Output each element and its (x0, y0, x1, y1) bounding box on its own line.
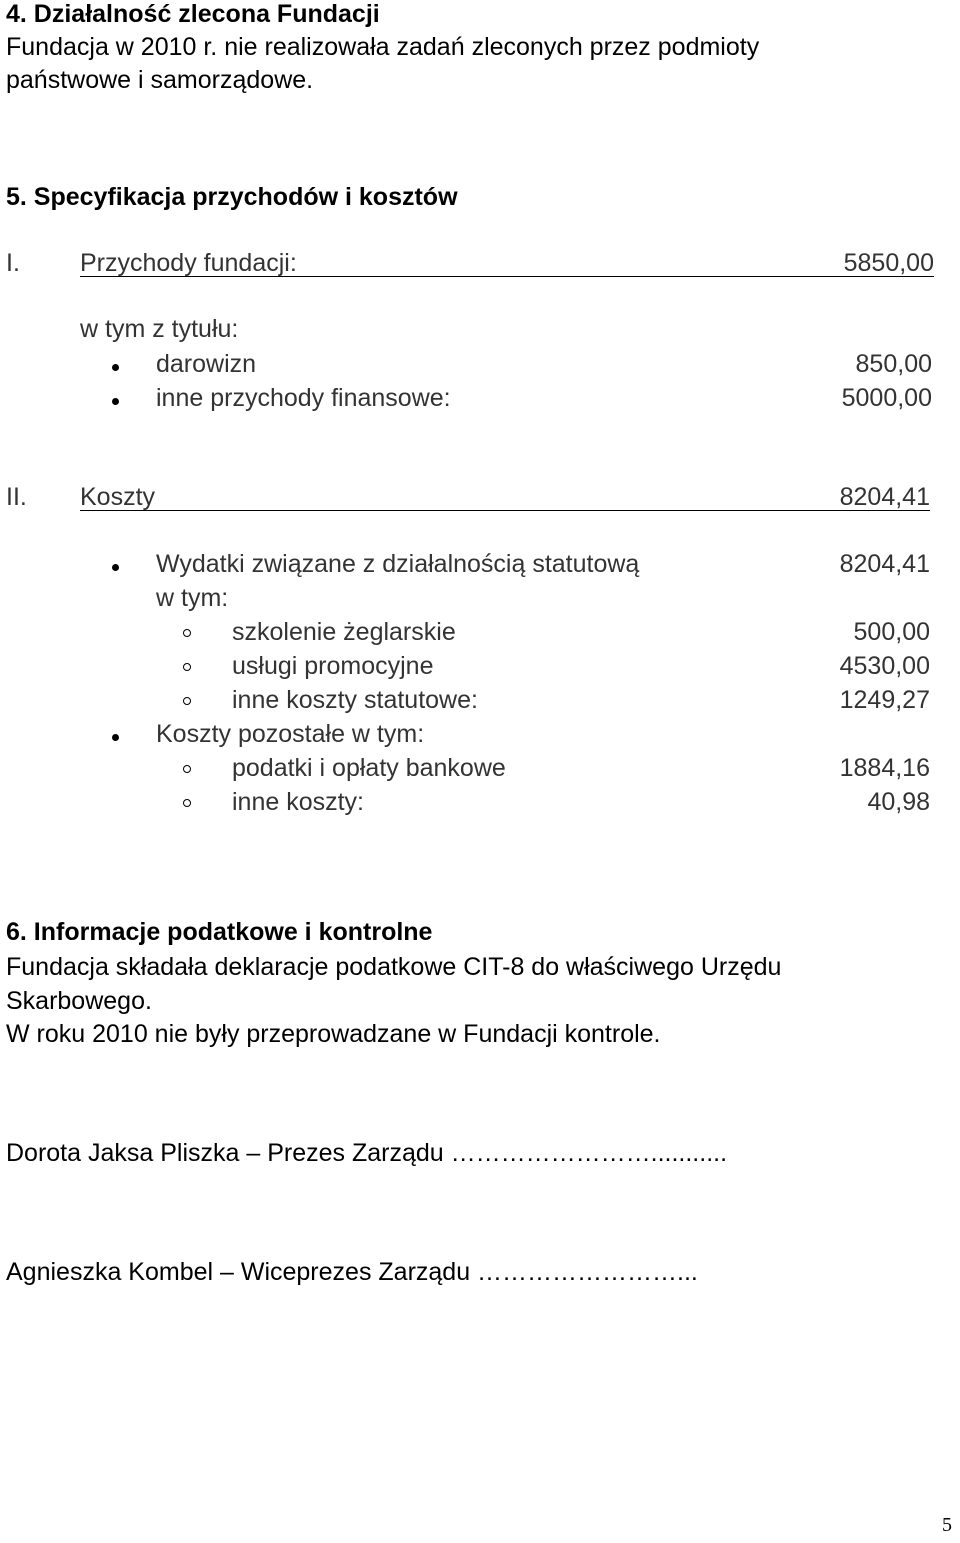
section-4-heading: 4. Działalność zlecona Fundacji (6, 0, 380, 28)
circle-bullet-icon (183, 799, 191, 807)
statutory-item-label: inne koszty statutowe: (232, 686, 478, 714)
statutory-sub-heading: w tym: (156, 584, 229, 612)
revenue-total-amount: 5850,00 (843, 249, 934, 277)
bullet-icon (112, 564, 119, 571)
statutory-item-label: usługi promocyjne (232, 652, 434, 680)
revenue-item-amount: 850,00 (855, 350, 932, 378)
costs-underline (80, 510, 930, 511)
bullet-icon (112, 734, 119, 741)
statutory-item-amount: 500,00 (853, 618, 930, 646)
section-6-text-line-2: Skarbowego. (6, 987, 152, 1015)
bullet-icon (112, 364, 119, 371)
signature-line-vice-president: Agnieszka Kombel – Wiceprezes Zarządu ……………………... (6, 1258, 698, 1286)
circle-bullet-icon (183, 765, 191, 773)
section-6-text-line-3: W roku 2010 nie były przeprowadzane w Fundacji kontrole. (6, 1020, 661, 1048)
section-6-text-line-1: Fundacja składała deklaracje podatkowe CIT-8 do właściwego Urzędu (6, 953, 782, 981)
other-item-amount: 40,98 (867, 788, 930, 816)
other-item-label: inne koszty: (232, 788, 365, 816)
other-costs-label: Koszty pozostałe w tym: (156, 720, 425, 748)
statutory-costs-label: Wydatki związane z działalnością statutową (156, 550, 640, 578)
revenue-roman-numeral: I. (6, 249, 20, 277)
revenue-item-amount: 5000,00 (841, 384, 932, 412)
statutory-item-amount: 4530,00 (839, 652, 930, 680)
revenue-underline (80, 276, 934, 277)
section-6-heading: 6. Informacje podatkowe i kontrolne (6, 918, 433, 946)
circle-bullet-icon (183, 697, 191, 705)
statutory-item-amount: 1249,27 (839, 686, 930, 714)
section-4-text-line-1: Fundacja w 2010 r. nie realizowała zadań zleconych przez podmioty (6, 33, 760, 61)
bullet-icon (112, 398, 119, 405)
other-item-label: podatki i opłaty bankowe (232, 754, 506, 782)
revenue-sub-heading: w tym z tytułu: (80, 315, 239, 343)
circle-bullet-icon (183, 663, 191, 671)
signature-line-president: Dorota Jaksa Pliszka – Prezes Zarządu ……………………........... (6, 1139, 728, 1167)
statutory-item-label: szkolenie żeglarskie (232, 618, 456, 646)
section-5-heading: 5. Specyfikacja przychodów i kosztów (6, 183, 458, 211)
statutory-costs-amount: 8204,41 (839, 550, 930, 578)
costs-total-amount: 8204,41 (839, 483, 930, 511)
page-number: 5 (942, 1514, 952, 1536)
revenue-label: Przychody fundacji: (80, 249, 297, 277)
costs-label: Koszty (80, 483, 156, 511)
costs-roman-numeral: II. (6, 483, 27, 511)
revenue-item-label: darowizn (156, 350, 257, 378)
circle-bullet-icon (183, 629, 191, 637)
section-4-text-line-2: państwowe i samorządowe. (6, 66, 314, 94)
revenue-item-label: inne przychody finansowe: (156, 384, 451, 412)
other-item-amount: 1884,16 (839, 754, 930, 782)
